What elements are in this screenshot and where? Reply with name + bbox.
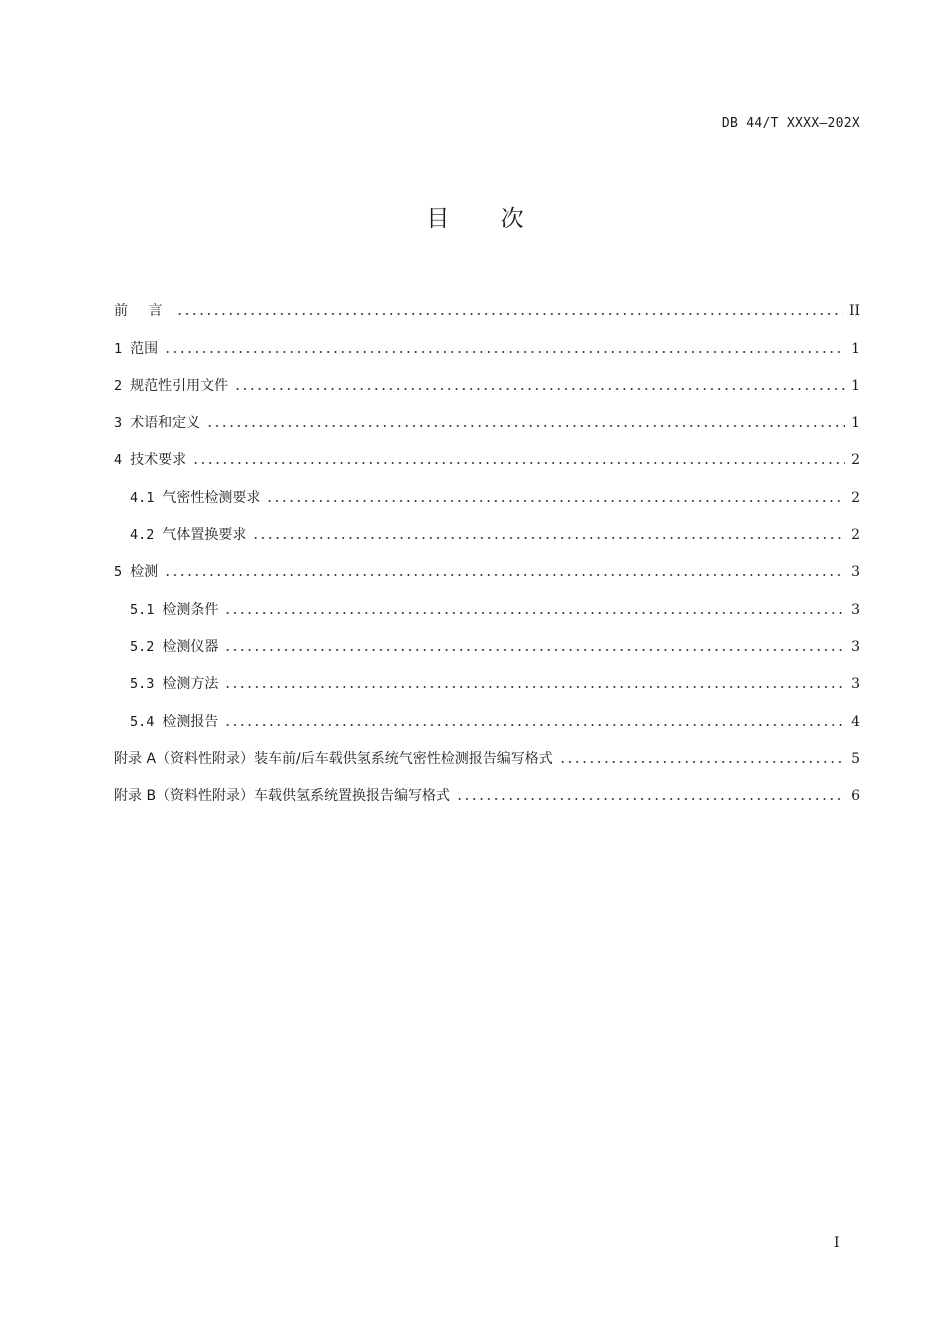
toc-entry-page: II: [848, 303, 860, 320]
toc-entry-number: 5.2: [130, 638, 155, 655]
toc-entry-page: 3: [851, 564, 860, 581]
dot-leader: [224, 611, 845, 615]
dot-leader: [559, 760, 845, 764]
toc-entry-test-report[interactable]: [114, 696, 860, 733]
toc-entry-appendix-a[interactable]: [114, 734, 860, 771]
toc-entry-scope[interactable]: [114, 323, 860, 360]
table-of-contents: [114, 286, 860, 808]
dot-leader: [192, 461, 845, 465]
toc-entry-page: 3: [851, 638, 860, 655]
toc-entry-number: 1: [114, 340, 123, 357]
toc-entry-number: 5.3: [130, 676, 155, 693]
toc-entry-label: 附录 B（资料性附录）车载供氢系统置换报告编写格式: [114, 788, 451, 805]
dot-leader: [224, 648, 845, 652]
toc-entry-gas-replacement-requirements[interactable]: [114, 510, 860, 547]
dot-leader: [224, 685, 845, 689]
toc-entry-page: 1: [851, 415, 860, 432]
toc-entry-label: 检测条件: [162, 601, 219, 618]
toc-entry-page: 4: [851, 713, 860, 730]
toc-entry-number: 5.4: [130, 713, 155, 730]
toc-entry-page: 5: [851, 750, 860, 767]
dot-leader: [456, 797, 845, 801]
toc-entry-number: 5: [114, 564, 123, 581]
dot-leader: [252, 536, 845, 540]
toc-entry-number: 4: [114, 452, 123, 469]
toc-entry-label: 检测报告: [162, 713, 219, 730]
document-code: DB 44/T XXXX—202X: [721, 116, 860, 131]
toc-entry-foreword[interactable]: [114, 286, 860, 323]
toc-entry-page: 3: [851, 676, 860, 693]
toc-entry-label: 检测: [130, 564, 159, 581]
toc-entry-test-methods[interactable]: [114, 659, 860, 696]
toc-entry-label: 附录 A（资料性附录）装车前/后车载供氢系统气密性检测报告编写格式: [114, 750, 553, 767]
toc-entry-page: 2: [851, 527, 860, 544]
toc-entry-label: 检测方法: [162, 676, 219, 693]
dot-leader: [266, 499, 845, 503]
dot-leader: [224, 723, 845, 727]
toc-entry-number: 4.1: [130, 489, 155, 506]
toc-entry-label: 技术要求: [130, 452, 187, 469]
dot-leader: [164, 573, 845, 577]
toc-entry-label: 检测仪器: [162, 638, 219, 655]
toc-entry-page: 2: [851, 489, 860, 506]
dot-leader: [164, 350, 845, 354]
toc-entry-number: 5.1: [130, 601, 155, 618]
dot-leader: [176, 312, 842, 316]
toc-entry-label: 范围: [130, 340, 159, 357]
toc-entry-label: 术语和定义: [130, 415, 201, 432]
toc-entry-terms-definitions[interactable]: [114, 398, 860, 435]
dot-leader: [206, 424, 845, 428]
toc-entry-appendix-b[interactable]: [114, 771, 860, 808]
toc-entry-test-conditions[interactable]: [114, 584, 860, 621]
toc-entry-test-instruments[interactable]: [114, 622, 860, 659]
toc-entry-testing[interactable]: [114, 547, 860, 584]
toc-entry-technical-requirements[interactable]: [114, 435, 860, 472]
toc-entry-page: 6: [851, 788, 860, 805]
dot-leader: [234, 387, 845, 391]
toc-entry-label: 前 言: [114, 303, 171, 320]
toc-entry-page: 1: [851, 377, 860, 394]
toc-entry-number: 2: [114, 377, 123, 394]
page-title: 目 次: [426, 206, 546, 232]
toc-entry-label: 气密性检测要求: [162, 489, 261, 506]
toc-entry-airtightness-requirements[interactable]: [114, 472, 860, 509]
page-number: I: [834, 1235, 840, 1251]
toc-entry-number: 4.2: [130, 527, 155, 544]
toc-entry-normative-references[interactable]: [114, 361, 860, 398]
toc-entry-page: 2: [851, 452, 860, 469]
toc-entry-label: 规范性引用文件: [130, 377, 229, 394]
toc-entry-page: 1: [851, 340, 860, 357]
toc-entry-label: 气体置换要求: [162, 527, 247, 544]
toc-entry-number: 3: [114, 415, 123, 432]
toc-entry-page: 3: [851, 601, 860, 618]
